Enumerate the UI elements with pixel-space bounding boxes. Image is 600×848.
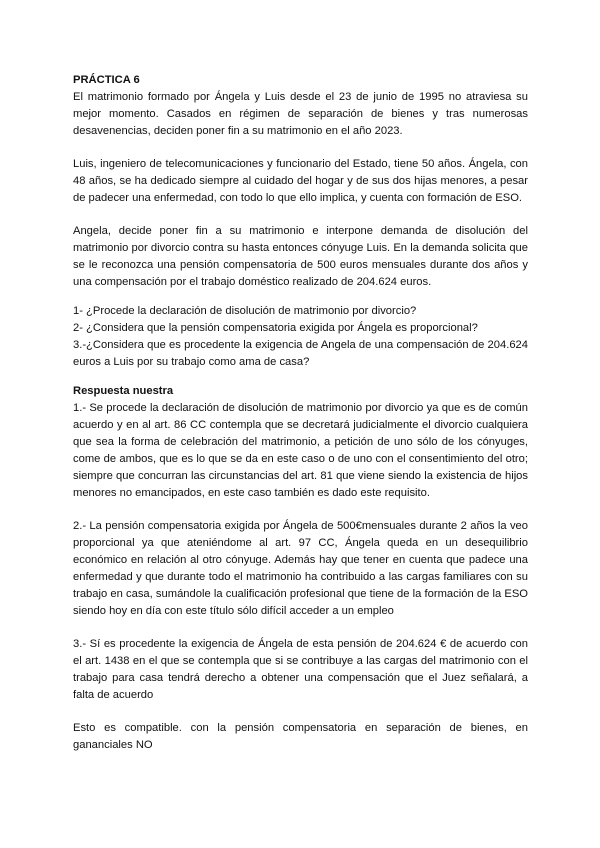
question-3: 3.-¿Considera que es procedente la exigencia de Angela de una compensación de 204.624 euros a Luis por su trabajo como ama de casa? [73,339,528,368]
intro-paragraph-1: El matrimonio formado por Ángela y Luis desde el 23 de junio de 1995 no atraviesa su mejor momento. Casados en régimen de separación de bienes y tras numerosas desavenencias, deciden poner fin a su matrimonio en el año 2023. [73,91,528,137]
closing-note: Esto es compatible. con la pensión compensatoria en separación de bienes, en gananciales NO [73,722,528,751]
question-2: 2- ¿Considera que la pensión compensatoria exigida por Ángela es proporcional? [73,322,478,334]
intro-paragraph-2: Luis, ingeniero de telecomunicaciones y funcionario del Estado, tiene 50 años. Ángela, con 48 años, se ha dedicado siempre al cuidado del hogar y de sus dos hijas menores, a pesar de padecer una enfermedad, con todo lo que ello implica, y cuenta con formación de ESO. [73,158,528,204]
answer-2: 2.- La pensión compensatoria exigida por Ángela de 500€mensuales durante 2 años la veo proporcional ya que ateniéndome al art. 97 CC, Ángela queda en un desequilibrio económico en relación al otro cónyuge. Además hay que tener en cuenta que padece una enfermedad y que durante todo el matrimonio ha contribuido a las cargas familiares con su trabajo en casa, sumándole la cualificación profesional que tiene de la formación de la ESO siendo hoy en día con este título sólo difícil acceder a un empleo [73,520,528,617]
page-title: PRÁCTICA 6 [73,74,140,86]
answer-heading: Respuesta nuestra [73,385,174,397]
question-1: 1- ¿Procede la declaración de disolución de matrimonio por divorcio? [73,305,417,317]
answer-3: 3.- Sí es procedente la exigencia de Ángela de esta pensión de 204.624 € de acuerdo con el art. 1438 en el que se contempla que si se contribuye a las cargas del matrimonio con el trabajo para casa tendrá derecho a obtener una compensación que el Juez señalará, a falta de acuerdo [73,638,528,701]
answer-1: 1.- Se procede la declaración de disolución de matrimonio por divorcio ya que es de común acuerdo y en al art. 86 CC contempla que se decretará judicialmente el divorcio cualquiera que sea la forma de celebración del matrimonio, a petición de uno sólo de los cónyuges, come de ambos, que es lo que se da en este caso o de uno con el consentimiento del otro; siempre que concurran las circunstancias del art. 81 que viene siendo la existencia de hijos menores no emancipados, en este caso también es dado este requisito. [73,402,528,499]
intro-paragraph-3: Angela, decide poner fin a su matrimonio e interpone demanda de disolución del matrimonio por divorcio contra su hasta entonces cónyuge Luis. En la demanda solicita que se le reconozca una pensión compensatoria de 500 euros mensuales durante dos años y una compensación por el trabajo doméstico realizado de 204.624 euros. [73,225,528,288]
